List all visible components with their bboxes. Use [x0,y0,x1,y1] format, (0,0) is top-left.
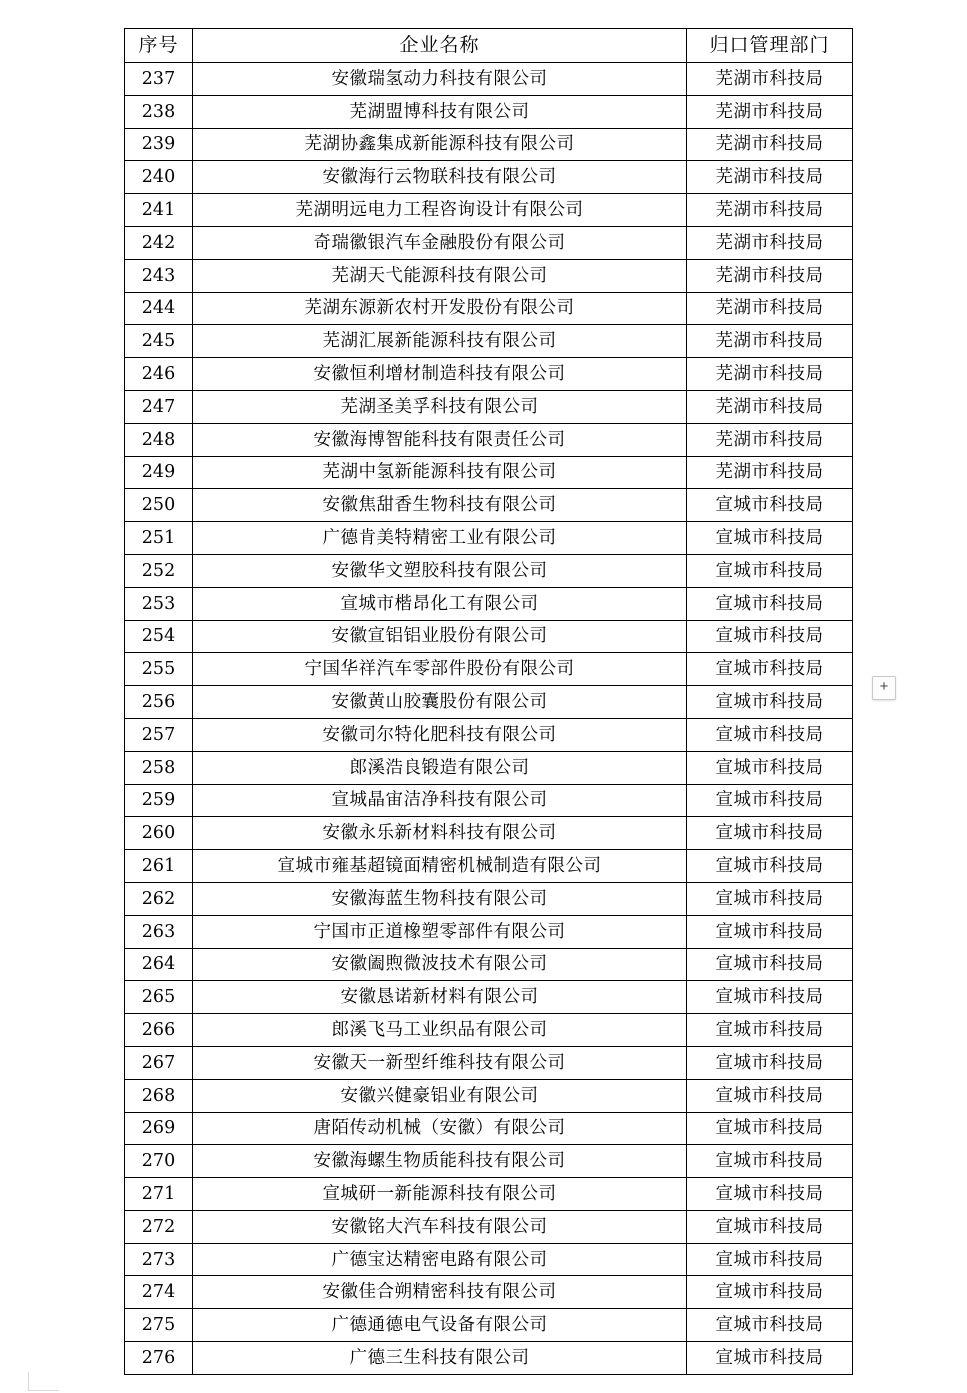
cell-company-name: 安徽宣铝铝业股份有限公司 [193,620,687,653]
cell-department: 宣城市科技局 [687,1309,853,1342]
table-row [125,1243,853,1276]
cell-department: 宣城市科技局 [687,587,853,620]
cell-company-name: 宣城研一新能源科技有限公司 [193,1178,687,1211]
table-row [125,1342,853,1375]
table-row [125,489,853,522]
cell-index: 271 [125,1178,193,1211]
cell-index: 244 [125,292,193,325]
zoom-in-icon[interactable]: + [872,676,896,700]
table-row [125,390,853,423]
cell-index: 251 [125,522,193,555]
cell-department: 宣城市科技局 [687,882,853,915]
table-row [125,456,853,489]
column-header-index: 序号 [125,29,193,63]
cell-index: 273 [125,1243,193,1276]
cell-company-name: 安徽兴健豪铝业有限公司 [193,1079,687,1112]
cell-company-name: 芜湖东源新农村开发股份有限公司 [193,292,687,325]
cell-company-name: 广德三生科技有限公司 [193,1342,687,1375]
cell-index: 243 [125,259,193,292]
cell-index: 259 [125,784,193,817]
cell-index: 240 [125,161,193,194]
cell-company-name: 芜湖盟博科技有限公司 [193,95,687,128]
cell-index: 242 [125,226,193,259]
cell-company-name: 安徽海行云物联科技有限公司 [193,161,687,194]
cell-department: 宣城市科技局 [687,915,853,948]
cell-department: 宣城市科技局 [687,1112,853,1145]
cell-company-name: 安徽铭大汽车科技有限公司 [193,1210,687,1243]
cell-company-name: 宣城市雍基超镜面精密机械制造有限公司 [193,850,687,883]
cell-company-name: 芜湖中氢新能源科技有限公司 [193,456,687,489]
table-row [125,686,853,719]
table-row [125,63,853,96]
cell-company-name: 芜湖明远电力工程咨询设计有限公司 [193,194,687,227]
table-row [125,95,853,128]
cell-index: 250 [125,489,193,522]
cell-company-name: 安徽海螺生物质能科技有限公司 [193,1145,687,1178]
table-row [125,1178,853,1211]
cell-index: 246 [125,358,193,391]
cell-department: 宣城市科技局 [687,1342,853,1375]
cell-company-name: 芜湖天弋能源科技有限公司 [193,259,687,292]
column-header-department: 归口管理部门 [687,29,853,63]
cell-company-name: 宁国华祥汽车零部件股份有限公司 [193,653,687,686]
table-row [125,751,853,784]
cell-company-name: 安徽瑞氢动力科技有限公司 [193,63,687,96]
cell-department: 宣城市科技局 [687,784,853,817]
cell-company-name: 宣城市楷昂化工有限公司 [193,587,687,620]
cell-department: 芜湖市科技局 [687,161,853,194]
cell-company-name: 安徽海博智能科技有限责任公司 [193,423,687,456]
table-row [125,1112,853,1145]
cell-index: 263 [125,915,193,948]
table-row [125,915,853,948]
table-row [125,1145,853,1178]
table-row [125,226,853,259]
cell-index: 245 [125,325,193,358]
cell-company-name: 安徽阖煦微波技术有限公司 [193,948,687,981]
cell-department: 宣城市科技局 [687,620,853,653]
cell-index: 274 [125,1276,193,1309]
cell-company-name: 宣城晶宙洁净科技有限公司 [193,784,687,817]
company-table [124,28,853,1375]
cell-company-name: 安徽华文塑胶科技有限公司 [193,554,687,587]
cell-department: 宣城市科技局 [687,1014,853,1047]
cell-index: 272 [125,1210,193,1243]
cell-company-name: 郎溪飞马工业织品有限公司 [193,1014,687,1047]
table-row [125,948,853,981]
cell-index: 239 [125,128,193,161]
cell-department: 芜湖市科技局 [687,423,853,456]
cell-index: 237 [125,63,193,96]
table-row [125,522,853,555]
table-row [125,292,853,325]
cell-index: 266 [125,1014,193,1047]
table-row [125,259,853,292]
cell-department: 宣城市科技局 [687,1243,853,1276]
table-row [125,325,853,358]
table-header [125,29,853,63]
cell-index: 253 [125,587,193,620]
cell-department: 宣城市科技局 [687,948,853,981]
page-corner-mark [28,1372,59,1391]
cell-department: 宣城市科技局 [687,489,853,522]
table-row [125,653,853,686]
cell-department: 芜湖市科技局 [687,259,853,292]
table-row [125,128,853,161]
cell-company-name: 唐陌传动机械（安徽）有限公司 [193,1112,687,1145]
cell-department: 宣城市科技局 [687,686,853,719]
cell-company-name: 安徽焦甜香生物科技有限公司 [193,489,687,522]
cell-index: 257 [125,718,193,751]
cell-department: 芜湖市科技局 [687,390,853,423]
cell-index: 264 [125,948,193,981]
cell-department: 芜湖市科技局 [687,194,853,227]
company-table-container [124,28,852,1375]
cell-index: 254 [125,620,193,653]
cell-department: 芜湖市科技局 [687,292,853,325]
cell-department: 芜湖市科技局 [687,95,853,128]
table-header-row [125,29,853,63]
cell-index: 258 [125,751,193,784]
cell-index: 252 [125,554,193,587]
cell-department: 芜湖市科技局 [687,358,853,391]
table-row [125,1079,853,1112]
cell-index: 238 [125,95,193,128]
cell-company-name: 广德肯美特精密工业有限公司 [193,522,687,555]
cell-department: 芜湖市科技局 [687,63,853,96]
table-row [125,718,853,751]
cell-department: 宣城市科技局 [687,718,853,751]
cell-company-name: 安徽佳合朔精密科技有限公司 [193,1276,687,1309]
cell-index: 255 [125,653,193,686]
cell-index: 247 [125,390,193,423]
table-row [125,423,853,456]
cell-company-name: 安徽天一新型纤维科技有限公司 [193,1046,687,1079]
cell-index: 262 [125,882,193,915]
cell-index: 261 [125,850,193,883]
table-row [125,1309,853,1342]
table-row [125,358,853,391]
cell-department: 宣城市科技局 [687,1079,853,1112]
cell-department: 宣城市科技局 [687,1145,853,1178]
cell-index: 248 [125,423,193,456]
cell-department: 芜湖市科技局 [687,325,853,358]
cell-company-name: 安徽司尔特化肥科技有限公司 [193,718,687,751]
table-row [125,817,853,850]
cell-index: 268 [125,1079,193,1112]
cell-company-name: 安徽黄山胶囊股份有限公司 [193,686,687,719]
table-row [125,1014,853,1047]
column-header-company-name: 企业名称 [193,29,687,63]
table-row [125,161,853,194]
cell-index: 267 [125,1046,193,1079]
table-row [125,194,853,227]
table-row [125,1276,853,1309]
cell-department: 宣城市科技局 [687,1178,853,1211]
cell-department: 宣城市科技局 [687,1276,853,1309]
table-row [125,784,853,817]
cell-department: 宣城市科技局 [687,522,853,555]
table-row [125,850,853,883]
cell-department: 宣城市科技局 [687,850,853,883]
cell-index: 256 [125,686,193,719]
cell-company-name: 安徽海蓝生物科技有限公司 [193,882,687,915]
table-row [125,1046,853,1079]
cell-department: 芜湖市科技局 [687,456,853,489]
cell-index: 265 [125,981,193,1014]
cell-company-name: 安徽恳诺新材料有限公司 [193,981,687,1014]
cell-department: 宣城市科技局 [687,981,853,1014]
cell-company-name: 广德通德电气设备有限公司 [193,1309,687,1342]
cell-department: 芜湖市科技局 [687,128,853,161]
cell-index: 260 [125,817,193,850]
cell-department: 芜湖市科技局 [687,226,853,259]
cell-company-name: 奇瑞徽银汽车金融股份有限公司 [193,226,687,259]
cell-company-name: 芜湖圣美孚科技有限公司 [193,390,687,423]
cell-department: 宣城市科技局 [687,653,853,686]
cell-company-name: 安徽永乐新材料科技有限公司 [193,817,687,850]
cell-department: 宣城市科技局 [687,751,853,784]
cell-company-name: 郎溪浩良锻造有限公司 [193,751,687,784]
cell-department: 宣城市科技局 [687,1046,853,1079]
cell-department: 宣城市科技局 [687,1210,853,1243]
cell-company-name: 宁国市正道橡塑零部件有限公司 [193,915,687,948]
table-row [125,587,853,620]
cell-index: 241 [125,194,193,227]
cell-department: 宣城市科技局 [687,817,853,850]
cell-index: 269 [125,1112,193,1145]
cell-index: 276 [125,1342,193,1375]
table-row [125,882,853,915]
table-row [125,1210,853,1243]
cell-index: 249 [125,456,193,489]
cell-index: 270 [125,1145,193,1178]
cell-company-name: 安徽恒利增材制造科技有限公司 [193,358,687,391]
cell-index: 275 [125,1309,193,1342]
table-row [125,554,853,587]
table-row [125,620,853,653]
table-row [125,981,853,1014]
cell-company-name: 广德宝达精密电路有限公司 [193,1243,687,1276]
cell-department: 宣城市科技局 [687,554,853,587]
table-body [125,63,853,1375]
cell-company-name: 芜湖汇展新能源科技有限公司 [193,325,687,358]
cell-company-name: 芜湖协鑫集成新能源科技有限公司 [193,128,687,161]
